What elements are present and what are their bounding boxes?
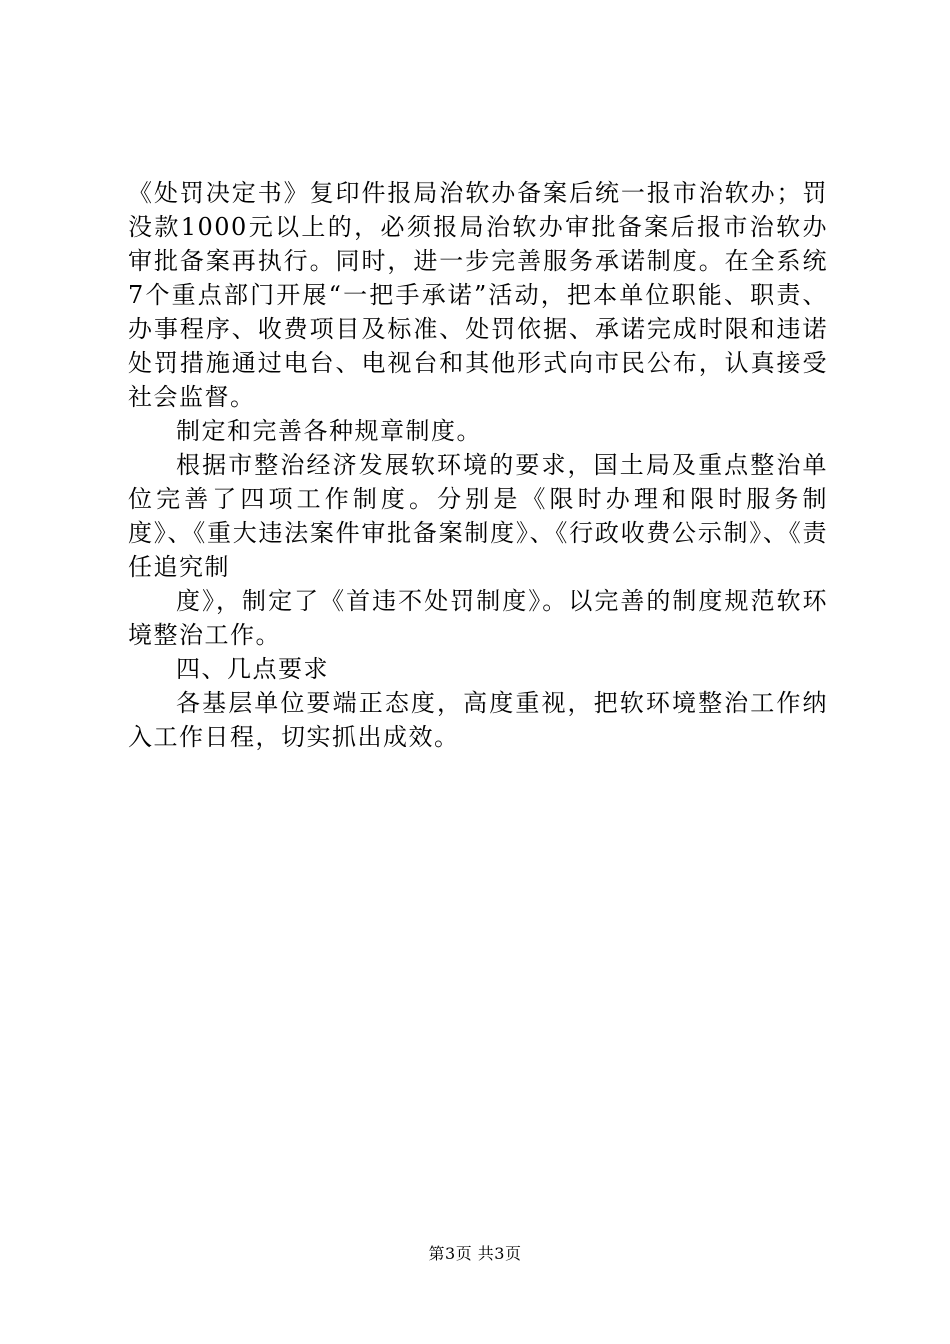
paragraph-first-offense-rule: 度》，制定了《首违不处罚制度》。以完善的制度规范软环境整治工作。: [128, 587, 828, 649]
paragraph-requirements: 各基层单位要端正态度，高度重视，把软环境整治工作纳入工作日程，切实抓出成效。: [128, 689, 828, 751]
section-heading-requirements: 四、几点要求: [176, 655, 329, 683]
document-body: [128, 176, 828, 754]
paragraph-penalty-filing: 《处罚决定书》复印件报局治软办备案后统一报市治软办；罚没款1000元以上的，必须报局治软办审批备案后报市治软办审批备案再执行。同时，进一步完善服务承诺制度。在全系统7个重点部门开展“一把手承诺”活动，把本单位职能、职责、办事程序、收费项目及标准、处罚依据、承诺完成时限和违诺处罚措施通过电台、电视台和其他形式向市民公布，认真接受社会监督。: [128, 179, 828, 411]
paragraph-rules-heading: 制定和完善各种规章制度。: [176, 417, 482, 445]
paragraph-four-systems: 根据市整治经济发展软环境的要求，国土局及重点整治单位完善了四项工作制度。分别是《限时办理和限时服务制度》、《重大违法案件审批备案制度》、《行政收费公示制》、《责任追究制: [128, 451, 828, 581]
page-footer: 第3页 共3页: [428, 1244, 522, 1263]
